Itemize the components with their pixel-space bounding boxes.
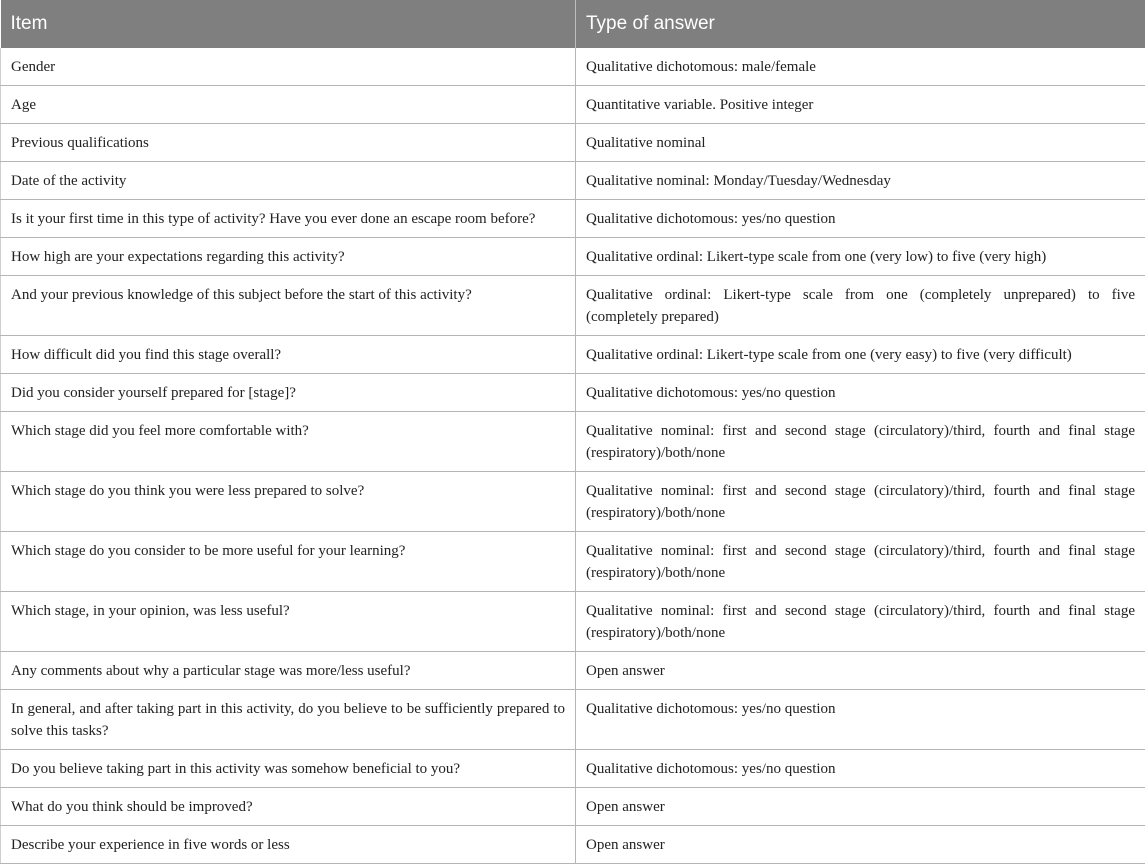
answer-type-cell: Qualitative dichotomous: male/female	[576, 48, 1145, 86]
item-cell: Which stage do you think you were less prepared to solve?	[1, 472, 576, 532]
answer-type-cell: Qualitative dichotomous: yes/no question	[576, 374, 1145, 412]
table-row	[1, 532, 1145, 592]
answer-type-cell: Qualitative nominal: first and second stage (circulatory)/third, fourth and final stage (respiratory)/both/none	[576, 592, 1145, 652]
table-row	[1, 336, 1145, 374]
answer-type-cell: Qualitative nominal: Monday/Tuesday/Wednesday	[576, 162, 1145, 200]
answer-type-cell: Qualitative dichotomous: yes/no question	[576, 200, 1145, 238]
answer-type-cell: Qualitative nominal: first and second stage (circulatory)/third, fourth and final stage (respiratory)/both/none	[576, 472, 1145, 532]
table-row	[1, 162, 1145, 200]
item-cell: Which stage did you feel more comfortable with?	[1, 412, 576, 472]
item-cell: And your previous knowledge of this subject before the start of this activity?	[1, 276, 576, 336]
table-row	[1, 238, 1145, 276]
item-cell: Which stage, in your opinion, was less useful?	[1, 592, 576, 652]
header-row	[1, 0, 1145, 48]
answer-type-cell: Open answer	[576, 826, 1145, 864]
table-row	[1, 412, 1145, 472]
item-cell: Date of the activity	[1, 162, 576, 200]
table-row	[1, 652, 1145, 690]
answer-type-cell: Qualitative nominal: first and second stage (circulatory)/third, fourth and final stage (respiratory)/both/none	[576, 532, 1145, 592]
table-header	[1, 0, 1145, 48]
table-row	[1, 276, 1145, 336]
answer-type-cell: Open answer	[576, 652, 1145, 690]
item-cell: Age	[1, 86, 576, 124]
answer-type-cell: Qualitative dichotomous: yes/no question	[576, 750, 1145, 788]
table-row	[1, 200, 1145, 238]
item-cell: Do you believe taking part in this activity was somehow beneficial to you?	[1, 750, 576, 788]
item-cell: In general, and after taking part in this activity, do you believe to be sufficiently prepared to solve this tasks?	[1, 690, 576, 750]
column-header-type-of-answer: Type of answer	[576, 0, 1145, 48]
item-cell: Describe your experience in five words or less	[1, 826, 576, 864]
answer-type-cell: Qualitative ordinal: Likert-type scale from one (completely unprepared) to five (completely prepared)	[576, 276, 1145, 336]
item-cell: How high are your expectations regarding this activity?	[1, 238, 576, 276]
item-cell: What do you think should be improved?	[1, 788, 576, 826]
answer-type-cell: Qualitative dichotomous: yes/no question	[576, 690, 1145, 750]
answer-type-cell: Qualitative ordinal: Likert-type scale from one (very low) to five (very high)	[576, 238, 1145, 276]
item-cell: Any comments about why a particular stage was more/less useful?	[1, 652, 576, 690]
answer-type-cell: Open answer	[576, 788, 1145, 826]
answer-type-cell: Quantitative variable. Positive integer	[576, 86, 1145, 124]
answer-type-cell: Qualitative nominal: first and second stage (circulatory)/third, fourth and final stage (respiratory)/both/none	[576, 412, 1145, 472]
item-cell: Gender	[1, 48, 576, 86]
table-body	[1, 48, 1145, 864]
table-row	[1, 690, 1145, 750]
table-row	[1, 750, 1145, 788]
table-row	[1, 374, 1145, 412]
item-cell: Did you consider yourself prepared for [stage]?	[1, 374, 576, 412]
item-cell: Previous qualifications	[1, 124, 576, 162]
table-row	[1, 826, 1145, 864]
table-row	[1, 124, 1145, 162]
item-cell: How difficult did you find this stage overall?	[1, 336, 576, 374]
table-row	[1, 788, 1145, 826]
table-row	[1, 86, 1145, 124]
column-header-item: Item	[1, 0, 576, 48]
table-row	[1, 592, 1145, 652]
item-cell: Is it your first time in this type of activity? Have you ever done an escape room before?	[1, 200, 576, 238]
table-row	[1, 48, 1145, 86]
answer-type-cell: Qualitative nominal	[576, 124, 1145, 162]
table-row	[1, 472, 1145, 532]
item-cell: Which stage do you consider to be more useful for your learning?	[1, 532, 576, 592]
answer-type-cell: Qualitative ordinal: Likert-type scale from one (very easy) to five (very difficult)	[576, 336, 1145, 374]
